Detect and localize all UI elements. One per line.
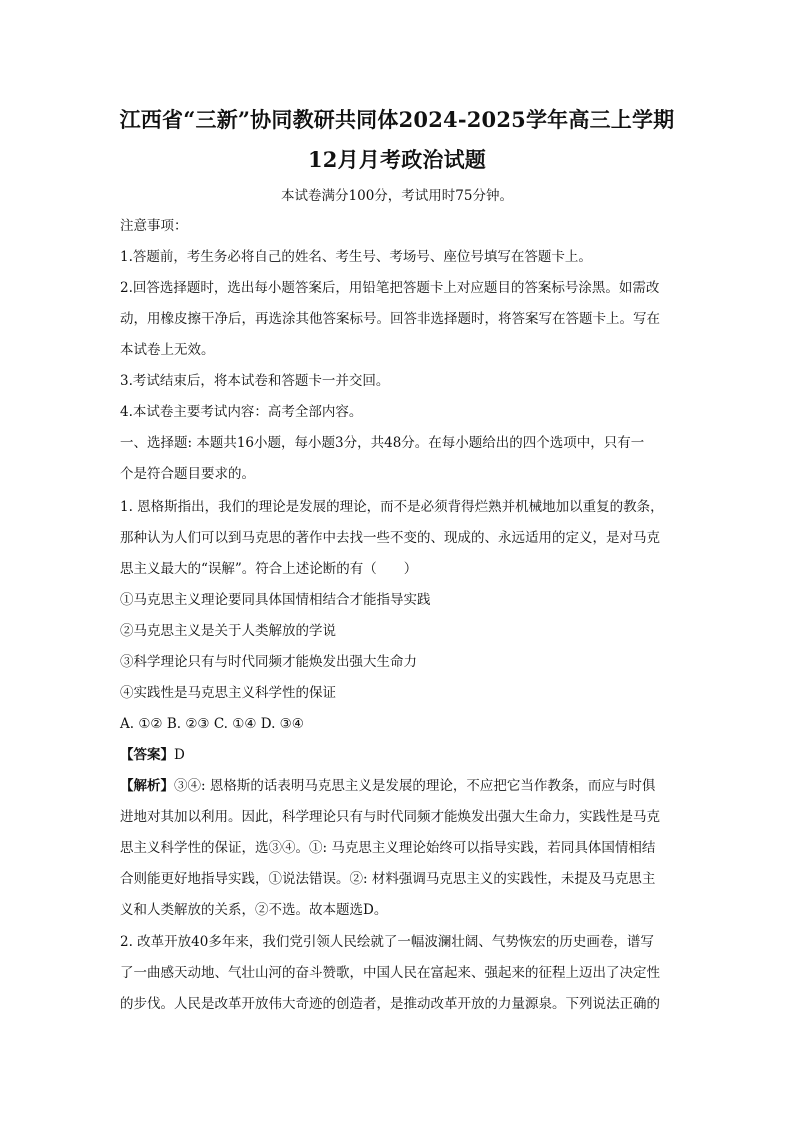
note-line: 4.本试卷主要考试内容：高考全部内容。 <box>120 404 363 420</box>
question-1-analysis-line: 思主义科学性的保证，选③④。①: 马克思主义理论始终可以指导实践，若同具体国情相结 <box>120 840 656 856</box>
note-line: 1.答题前，考生务必将自己的姓名、考生号、考场号、座位号填写在答题卡上。 <box>120 249 592 265</box>
document-title-line-1: 江西省“三新”协同教研共同体2024-2025学年高三上学期 <box>119 107 675 132</box>
analysis-text: ③④: 恩格斯的话表明马克思主义是发展的理论，不应把它当作教条，而应与时俱 <box>174 778 656 794</box>
question-1-choices: A. ①② B. ②③ C. ①④ D. ③④ <box>120 716 304 732</box>
question-1-answer <box>120 745 185 765</box>
question-1-option: ④实践性是马克思主义科学性的保证 <box>120 685 336 701</box>
notes-heading: 注意事项： <box>120 218 188 234</box>
question-1-stem-line: 思主义最大的“误解”。符合上述论断的有（ ） <box>120 561 418 577</box>
answer-label: 【答案】 <box>120 747 174 763</box>
question-1-option: ②马克思主义是关于人类解放的学说 <box>120 623 336 639</box>
question-2-stem-line: 的步伐。人民是改革开放伟大奇迹的创造者，是推动改革开放的力量源泉。下列说法正确的 <box>120 996 660 1012</box>
analysis-label: 【解析】 <box>120 778 174 794</box>
question-1-option: ③科学理论只有与时代同频才能焕发出强大生命力 <box>120 654 417 670</box>
question-1-analysis-line <box>120 776 655 796</box>
note-line: 3.考试结束后，将本试卷和答题卡一并交回。 <box>120 373 390 389</box>
question-1-analysis-line: 进地对其加以利用。因此，科学理论只有与时代同频才能焕发出强大生命力，实践性是马克 <box>120 809 660 825</box>
note-line: 2.回答选择题时，选出每小题答案后，用铅笔把答题卡上对应题目的答案标号涂黑。如需改 <box>120 280 660 296</box>
note-line: 本试卷上无效。 <box>120 342 215 358</box>
exam-info: 本试卷满分100分，考试用时75分钟。 <box>281 188 513 204</box>
question-1-stem-line: 那种认为人们可以到马克思的著作中去找一些不变的、现成的、永远适用的定义，是对马克 <box>120 530 660 546</box>
note-line: 动，用橡皮擦干净后，再选涂其他答案标号。回答非选择题时，将答案写在答题卡上。写在 <box>120 311 660 327</box>
section-heading-line: 个是符合题目要求的。 <box>120 466 255 482</box>
question-2-stem-line: 2. 改革开放40多年来，我们党引领人民绘就了一幅波澜壮阔、气势恢宏的历史画卷，谱写 <box>120 934 654 950</box>
question-1-stem-line: 1. 恩格斯指出，我们的理论是发展的理论，而不是必须背得烂熟并机械地加以重复的教条， <box>120 499 664 515</box>
answer-value: D <box>174 747 185 763</box>
document-title-line-2: 12月月考政治试题 <box>307 147 487 172</box>
question-1-analysis-line: 合则能更好地指导实践，①说法错误。②: 材料强调马克思主义的实践性，未提及马克思主 <box>120 871 656 887</box>
question-2-stem-line: 了一曲感天动地、气壮山河的奋斗赞歌，中国人民在富起来、强起来的征程上迈出了决定性 <box>120 965 660 981</box>
question-1-option: ①马克思主义理论要同具体国情相结合才能指导实践 <box>120 592 431 608</box>
section-heading-line: 一、选择题: 本题共16小题，每小题3分，共48分。在每小题给出的四个选项中，只有一 <box>120 435 645 451</box>
question-1-analysis-line: 义和人类解放的关系，②不选。故本题选D。 <box>120 902 388 918</box>
